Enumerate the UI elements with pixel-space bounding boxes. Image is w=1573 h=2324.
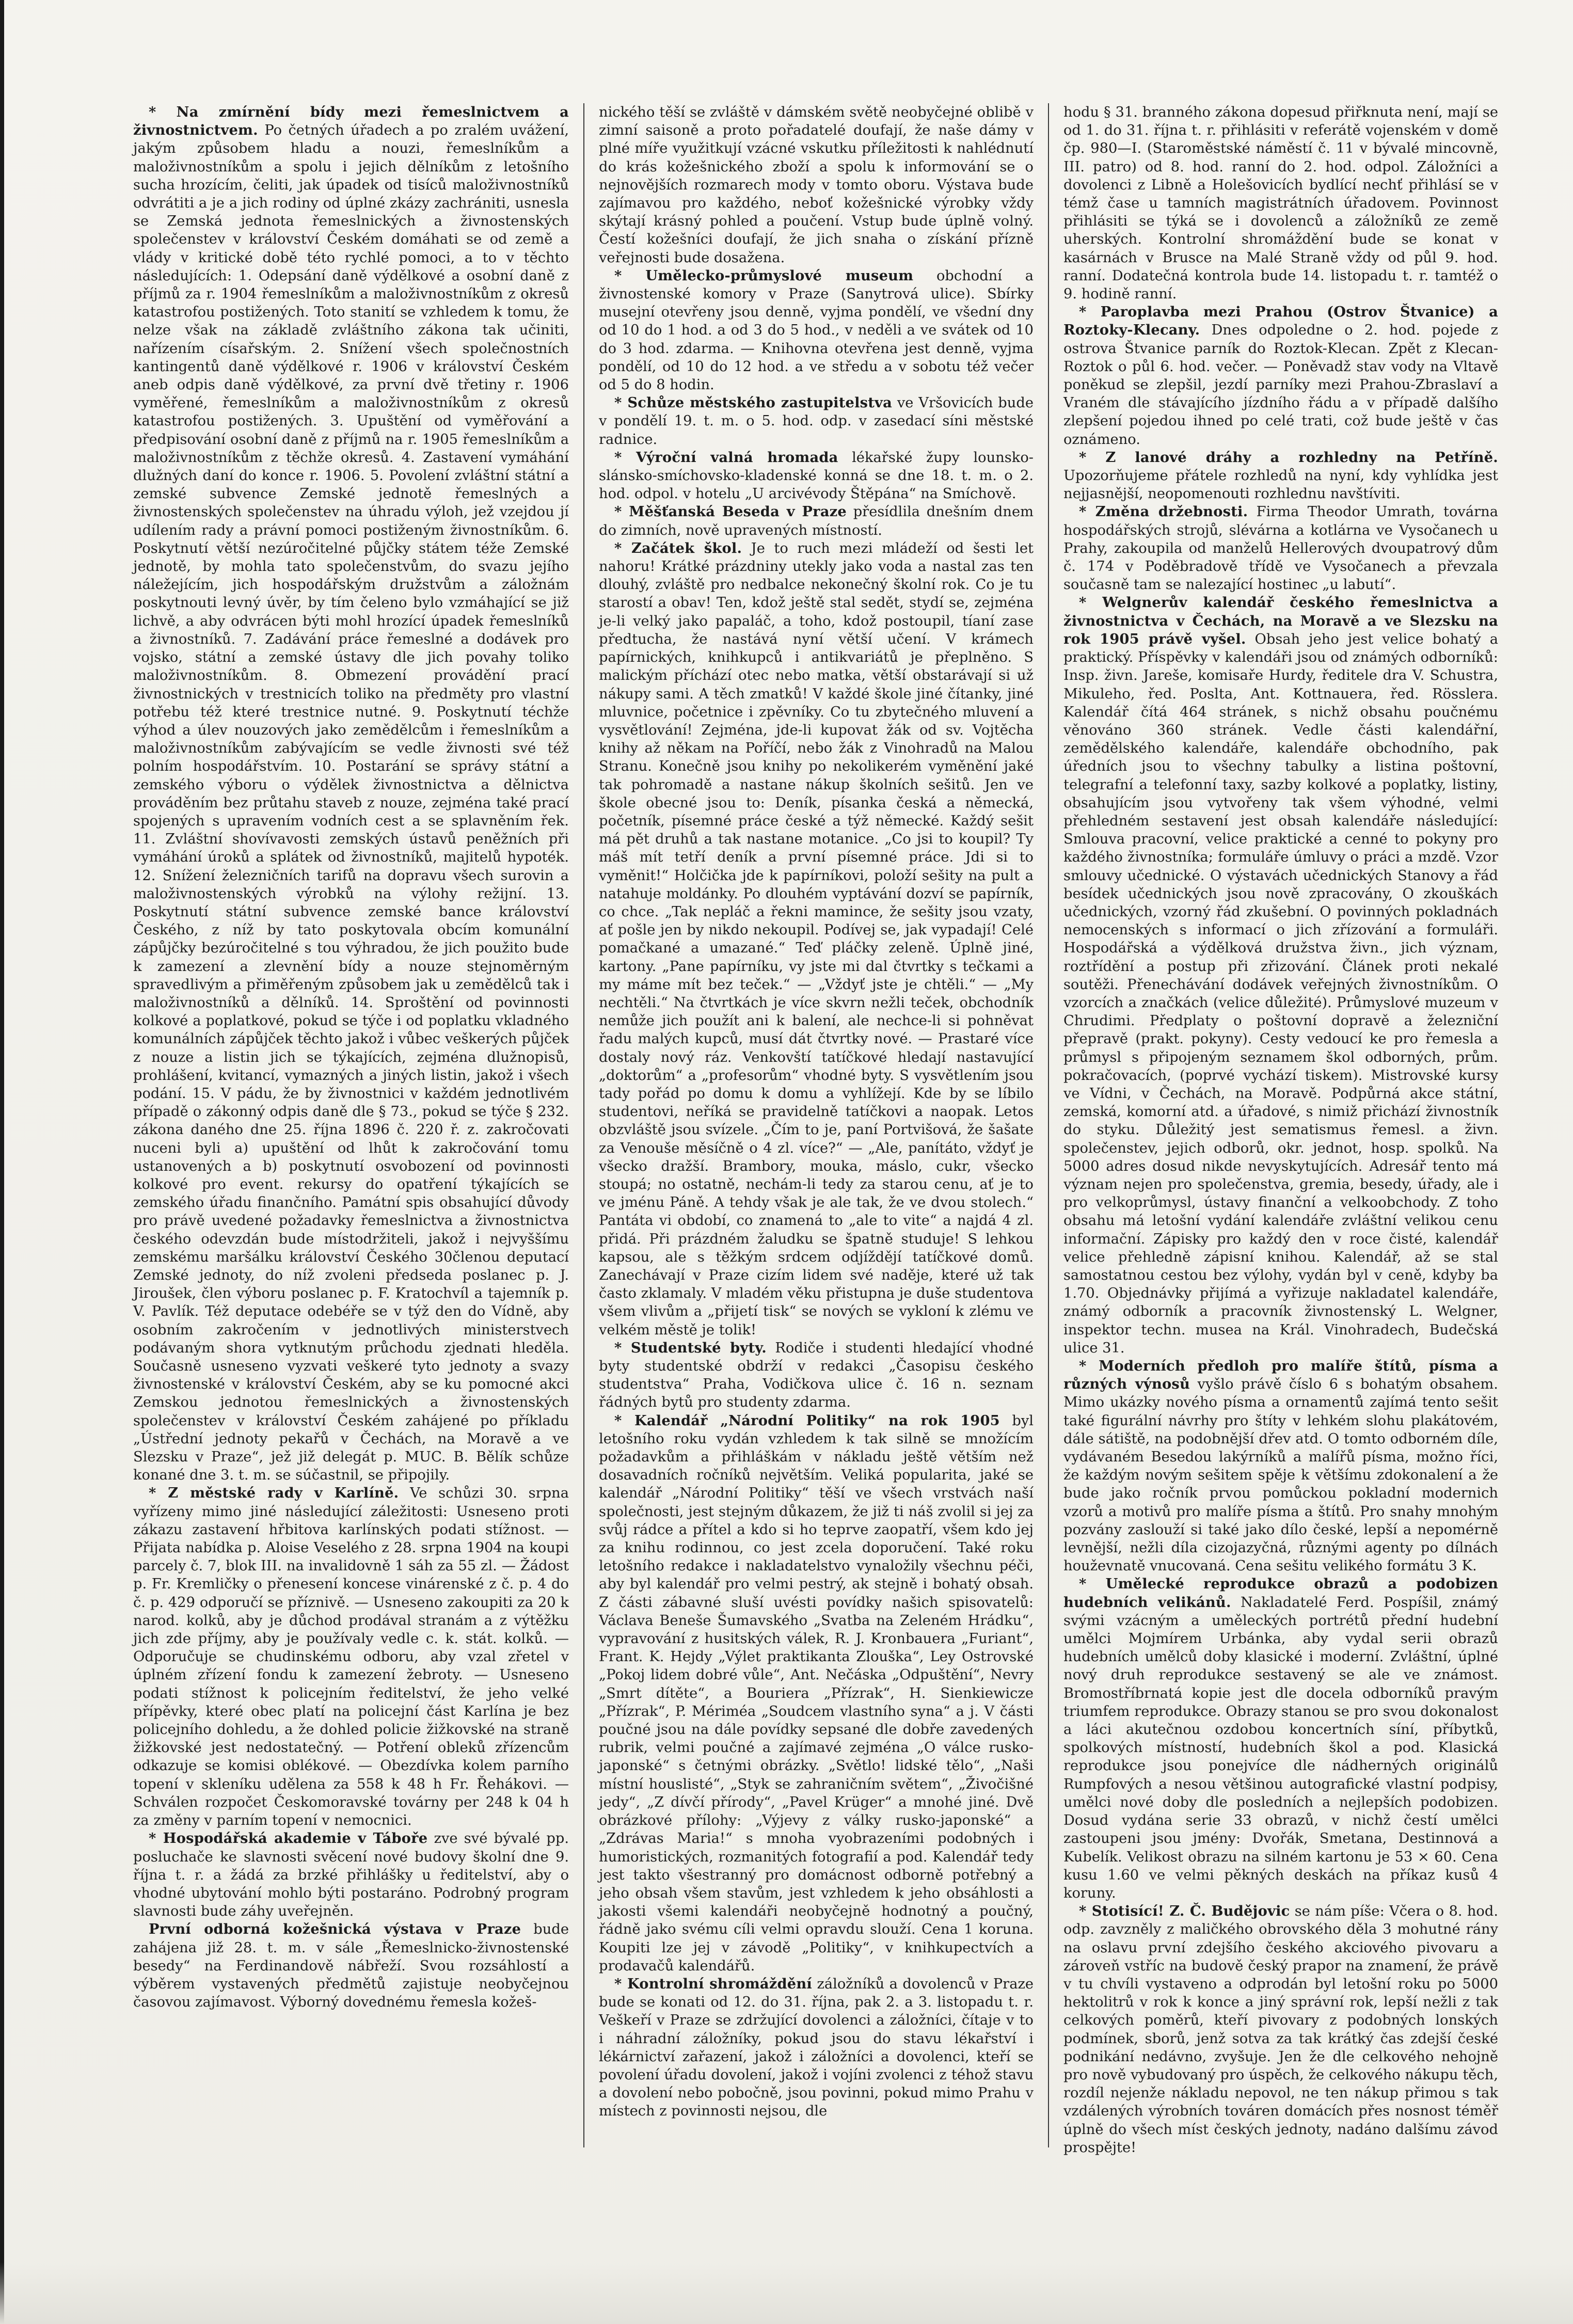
- article-paragraph: [599, 449, 1034, 503]
- article-paragraph: [599, 503, 1034, 539]
- article-body: Upozorňujeme přátele rozhledů na nyní, kdy vyhlídka jest nejjasnější, neopomenouti rozhlednu navštíviti.: [1063, 468, 1498, 502]
- column-1: [119, 103, 583, 2147]
- article-headline: První odborná kožešnická výstava v Praze: [149, 1921, 521, 1938]
- article-body: vyšlo právě číslo 6 s bohatým obsahem. Mimo ukázky nového písma a ornamentů zajímá tento sešit také figurální návrhy pro štíty v lehkém slohu plakátovém, dále sátiště, na podobnější dřev atd. O tomto odborném díle, vydávaném Besedou lakýrníků a malířů písma, možno říci, že každým novým sešitem spěje k většímu zdokonalení a že bude jako ročník prvou pomůckou pokladní modernich vzorů a motivů pro malíře písma a štítů. Pro snahy mnohým pozvány zaslouží si také jako dílo české, lepší a nepomérně levnější, nežli díla cizojazyčná, různými agenty po dílnách houževnatě vnucovaná. Cena sešitu velikého formátu 3 K.: [1063, 1376, 1498, 1574]
- article-paragraph: [599, 1339, 1034, 1412]
- article-body: nického těší se zvláště v dámském světě neobyčejné oblibě v zimní saisoně a proto pořadatelé doufají, že naše dámy v plné míře využitkují vzácné vskutku příležitosti k nahlédnutí do krás kožešnického zboží a spolu k informování se o nejnovějších rozmarech mody v tomto oboru. Výstava bude zajímavou pro každého, neboť kožešnické výrobky vždy skýtají krásný pohled a poučení. Vstup bude úplně volný. Čestí kožešníci doufají, že jich snaha o získání přízně veřejnosti bude dosažena.: [599, 104, 1034, 266]
- article-headline: * Studentské byty.: [614, 1339, 767, 1356]
- article-headline: * Změna držebnosti.: [1079, 503, 1248, 520]
- article-paragraph: [1063, 503, 1498, 594]
- article-body: Dnes odpoledne o 2. hod. pojede z ostrova Štvanice parník do Roztok-Klecan. Zpět z Klecan-Roztok o půl 6. hod. večer. — Poněvadž stav vody na Vltavě poněkud se zlepšil, jezdí parníky mezi Prahou-Zbraslaví a Vraném dle stávajícího jízdního řádu a v případě dalšího zlepšení pojedou ihned po celé trati, což bude ještě v čas oznámeno.: [1063, 322, 1498, 448]
- article-paragraph: [1063, 303, 1498, 449]
- article-body: Obsah jeho jest velice bohatý a praktický. Příspěvky v kalendáři jsou od známých odborníků: Insp. živn. Jareše, komisaře Hurdy, ředitele dra V. Schustra, Mikuleho, řed. Poslta, Ant. Kottnauera, řed. Rösslera. Kalendář čítá 464 stránek, s nichž obsahu poučnému věnováno 360 stránek. Vedle části kalendářní, zemědělského kalendáře, kalendáře obchodního, pak úředních jsou to všechny tabulky a listina poštovní, telegrafní a telefonní taxy, sazby kolkové a poplatky, listiny, obsahujícím jsou vytvořeny tak všem výhodné, velmi přehledném sestavení jest obsah kalendáře následující: Smlouva pracovní, velice praktické a cenné to pokyny pro každého živnostníka; formuláře úmluvy o práci a mzdě. Vzor smlouvy učednické. O výstavách učednických Stanovy a řád besídek učednických jsou nově zpracovány, O zkouškách učednických, vzorný řád zkušební. O povinných pokladnách nemocenských s informací o jich zřízování a formuláři. Hospodářská a výdělková družstva živn., jich význam, roztřídění a postup při zřizování. Článek proti nekalé soutěži. Přenechávání dodávek veřejných živnostníkům. O vzorcích a značkách (velice důležité). Průmyslové muzeum v Chrudimi. Předplaty o poštovní dopravě a železniční přepravě (prakt. pokyny). Cesty vedoucí ke pro řemesla a průmysl s připojeným seznamem škol odborných, prům. pokračovacích, (poprvé vychází tiskem). Mistrovské kursy ve Vídni, v Čechách, na Moravě. Podpůrná akce státní, zemská, komorní atd. a úřadové, s nimiž přichází živnostník do styku. Důležitý jest sematismus řemesl. a živn. společenstev, jejich odborů, okr. jednot, hosp. spolků. Na 5000 adres dosud nikde nevyskytujících. Adresář tento má význam nejen pro společenstva, gremia, besedy, úřady, ale i pro velkoprůmysl, ústavy finanční a velkoobchody. Z toho obsahu má letošní vydání kalendáře zvláštní velikou cenu informační. Zápisky pro každý den v roce čisté, kalendář velice přehledně zápisní knihou. Kalendář, až se stal samostatnou cestou bez výlohy, vydán byl v ceně, kdyby ba 1.70. Objednávky přijímá a vyřizuje nakladatel kalendáře, známý odborník a pracovník živnostenský L. Welgner, inspektor techn. musea na Král. Vinohradech, Budečská ulice 31.: [1063, 631, 1498, 1356]
- article-body: hodu § 31. branného zákona dopesud přiřknuta není, mají se od 1. do 31. října t. r. přihlásiti v referátě vojenském v domě čp. 980—I. (Staroměstské náměstí č. 11 v bývalé mincovně, III. patro) od 8. hod. ranní do 2. hod. odpol. Záložníci a dovolenci z Libně a Holešovicích bydlící nechť přihlásí se v témž čase u tamních magistrátních úřadovem. Povinnost přihlásiti se týká se i dovolenců a záložníků ze země uherských. Kontrolní shromáždění bude se konat v kasárnách v Brusce na Malé Straně vždy od půl 9. hod. ranní. Dodatečná kontrola bude 14. listopadu t. r. tamtéž o 9. hodině ranní.: [1063, 104, 1498, 303]
- article-paragraph: [1063, 449, 1498, 503]
- article-paragraph: [133, 103, 569, 1484]
- article-headline: * Začátek škol.: [614, 539, 742, 556]
- article-paragraph: [1063, 1902, 1498, 2157]
- article-body: Rodiče i studenti hledající vhodné byty studentské obdrží v redakci „Časopisu českého studentstva“ Praha, Vodičkova ulice č. 16 n. seznam řádných bytů pro studenty zdarma.: [599, 1340, 1034, 1411]
- article-body: zve své bývalé pp. posluchače ke slavnosti svěcení nové budovy školní dne 9. října t. r. a žádá za brzké přihlášky u ředitelství, aby o vhodné ubytování mohlo býti postaráno. Podrobný program slavnosti bude záhy uveřejněn.: [133, 1830, 569, 1920]
- article-paragraph: [1063, 1357, 1498, 1575]
- article-paragraph: [599, 539, 1034, 1339]
- article-paragraph: [599, 394, 1034, 449]
- article-body: Ve schůzi 30. srpna vyřízeny mimo jiné následující záležitosti: Usneseno proti zákazu zastavení hřbitova karlínských podati stížnost. — Přijata nabídka p. Aloise Veselého z 28. srpna 1904 na koupi parcely č. 7, blok III. na invalidovně 1 sáh za 55 zl. — Žádost p. Fr. Kremličky o přenesení koncese vinárenské z č. p. 4 do č. p. 429 odporučí se příznivě. — Usneseno zakoupiti za 20 k narod. kolků, aby je důchod prodával stranám a z výtěžku jich zde příjmy, aby je používaly vedle c. k. stát. kolků. — Odporučuje se chudinskému odboru, aby vzal zřetel v úplném zřízení fondu k zamezení žebroty. — Usneseno podati stížnost k policejním ředitelství, že jeho velké přípěvky, které obec platí na policejní část Karlína je bez policejního dohledu, a že dohled policie žižkovské na straně žižkovské jest nedostatečný. — Potření obleků zřízencům odkazuje se komisi oblékové. — Obezdívka kolem parního topení v skleníku udělena za 558 k 48 h Fr. Řehákovi. — Schválen rozpočet Českomoravské továrny per 248 k 04 h za změny v parním topení v nemocnici.: [133, 1485, 569, 1829]
- article-paragraph: [599, 103, 1034, 267]
- article-body: se nám píše: Včera o 8. hod. odp. zavzněly z maličkého obrovského děla 3 mohutné rány na oslavu první zdejšího českého akciového pivovaru a zároveň vstříc na budově český prapor na znamení, že právě v tu chvíli vystaveno a odprodán byl letošní roku po 5000 hektolitrů v rok k konce a jiný správní rok, lepší nežli z tak celkových poměrů, kteří pivovary z podobných lonských podmínek, sborů, jenž sotva za tak krátký čas zdejší české podnikání nedávno, zvyšuje. Jen že dle celkového nehojně pro nově vybudovaný pro úspěch, že celkového nákupu těch, rozdíl nejenže nákladu nepovol, ne ten nákup přimou s tak vzdálených výrobních továren domácích přes nosnost téměř úplně do všech míst českých jednoty, nadáno dalšímu závod prospějte!: [1063, 1903, 1498, 2156]
- article-headline: * Kontrolní shromáždění: [614, 1975, 812, 1992]
- article-headline: * Paroplavba mezi Prahou (Ostrov Štvanice) a Roztoky-Klecany.: [1063, 304, 1498, 339]
- article-body: Firma Theodor Umrath, továrna hospodářských strojů, slévárna a kotlárna ve Vysočanech u Prahy, zakoupila od manželů Hellerových dvoupatrový dům č. 174 v Poděbradově třídě ve Vysočanech a převzala současně tam se nalezající hostinec „u labutí“.: [1063, 504, 1498, 593]
- article-body: bude zahájena již 28. t. m. v sále „Řemeslnicko-živnostenské besedy“ na Ferdinandově nábřeží. Svou rozsáhlostí a výběrem vystavených předmětů zajistuje neobyčejnou časovou zajímavost. Výborný dovednému řemesla kožeš-: [133, 1921, 569, 2011]
- article-paragraph: [599, 267, 1034, 394]
- article-paragraph: [1063, 103, 1498, 303]
- article-body: Je to ruch mezi mládeží od šesti let nahoru! Krátké prázdniny utekly jako voda a nastal zas ten dlouhý, zvláště pro nedbalce nekonečný školní rok. Co je tu starostí a obav! Ten, kdož ještě stal sedět, stydí se, zejména je-li velký jako papaláč, a toho, kdož postoupil, tíaní zase předtucha, že nastává nyní větší učení. V krámech papírnických, knihkupců i antikvariátů je přeplněno. S malickým příchází otec nebo matka, větší obstarávají si už nákupy sami. A těch zmatků! V každé škole jiné čítanky, jiné mluvnice, početnice i zpěvníky. Co tu zbytečného mluvení a vysvětlování! Zejména, jde-li kupovat žák od sv. Vojtěcha knihy až někam na Poříčí, nebo žák z Vinohradů na Malou Stranu. Konečně jsou knihy po nekolikerém vyměnění jaké tak pohromadě a nastane nákup školních sešitů. Jen ve škole obecné jsou to: Deník, písanka česká a německá, početník, písemné práce české a týž německé. Každý sešit má pět druhů a tak nastane motanice. „Co jsi to koupil? Ty máš mít tetří deník a první písemné práce. Jdi si to vyměnit!“ Holčička jde k papírníkovi, položí sešity na pult a natahuje moldánky. Po dlouhém vyptávání dozví se papírník, co chce. „Tak nepláč a řekni mamince, že sešity jsou vzaty, ať pošle jen by nikdo nekoupil. Podívej se, jak vypadají! Celé pomačkané a umazané.“ Teď pláčky zeleně. Úplně jiné, kartony. „Pane papírníku, vy jste mi dal čtvrtky s tečkami a my máme mít bez teček.“ — „Vždyť jste je chtěli.“ — „My nechtěli.“ Na čtvrtkách je více skvrn nežli teček, obchodník nemůže jich použít ani k balení, ale nechce-li si pohněvat řadu malých kupců, musí dát čtvrtky nové. — Prastaré více dostaly nový ráz. Venkovští tatíčkové hledají nastavující „doktorům“ a „profesorům“ vhodné byty. S vysvětlením jsou tady pořád po domu k domu a vyhlížejí. Kde by se líbilo studentovi, neříká se pravidelně tatíčkovi a naopak. Letos obzvláště jsou svízele. „Čím to je, paní Portvišová, že šašate za Venouše měsíčně o 4 zl. více?“ — „Ale, panítáto, vždyť je všecko dražší. Brambory, mouka, máslo, cukr, všecko stoupá; no ostatně, nechám-li tedy za starou cenu, ať je to ve jménu Páně. A tehdy však je ale tak, že ve dvou stolech.“ Pantáta vi období, co znamená to „ale to vite“ a najdá 4 zl. přidá. Při prázdném žaludku se špatně studuje! S lehkou kapsou, ale s těžkým srdcem odjíždějí tatíčkové domů. Zanechávají v Praze cizím lidem své naděje, které už tak často zklamaly. V mladém věku přistupna je duše studentova všem vlivům a „přijetí tisk“ se nových se vykloní k zlému ve velkém městě je tolik!: [599, 540, 1034, 1338]
- article-headline: * Na zmírnění bídy mezi řemeslnictvem a živnostnictvem.: [133, 104, 569, 139]
- article-body: záložníků a dovolenců v Praze bude se konati od 12. do 31. října, pak 2. a 3. listopadu t. r. Veškeří v Praze se zdržující dovolenci a záložníci, čítaje v to i náhradní záložníky, pokud jsou do stavu lékařství i lékárnictví zařazení, jakož i záložníci a dovolenci, kteří se povolení úřadu dovolení, jakož i vojíni zvolenci z téhož stavu a dovolení nebo pobočně, jsou povinni, pokud mimo Prahu v místech z povinnosti nejsou, dle: [599, 1976, 1034, 2120]
- page-margin-bottom: [0, 2262, 1573, 2324]
- column-2: [583, 103, 1048, 2147]
- article-headline: * Hospodářská akademie v Táboře: [149, 1830, 428, 1847]
- article-body: Po četných úřadech a po zralém uvážení, jakým způsobem hladu a nouzi, řemeslníkům a maloživnostníkům a spolu i jejich dělníkům z letošního sucha hrozícím, čeliti, jak úpadek od tisíců maloživnostníků odvrátiti a je a jich rodiny od úplné zkázy zachrániti, usnesla se Zemská jednota řemeslnických a živnostenských společenstev v království Českém domáhati se od země a vlády v kritické době této rychlé pomoci, a to v těchto následujících: 1. Odepsání daně výdělkové a osobní daně z příjmů za r. 1904 řemeslníkům a maloživnostníkům z okresů katastrofou postižených. Toto stanití se vzhledem k tomu, že nelze však na základě zvláštního zákona tak učiniti, nařízením císařským. 2. Snížení všech společnostních kantingentů daně výdělkové r. 1906 v království Českém aneb odpis daně výdělkové, za první dvě třetiny r. 1906 vyměřené, řemeslníkům a maloživnostníkům z okresů katastrofou postižených. 3. Upuštění od vyměřování a předpisování osobní daně z příjmů na r. 1905 řemeslníkům a maloživnostníkům z těchže okresů. 4. Zastavení vymáhání dlužných daní do konce r. 1906. 5. Povolení zvláštní státní a zemské subvence Zemské jednotě řemeslných a živnostenských společenstev na úhradu výloh, jež vzejdou jí udílením rady a právní pomoci postiženým živnostníkům. 6. Poskytnutí větší nezúročitelné půjčky státem téže Zemské jednotě, by mohla tato společenstvům, do svazu jejího náležejícím, jich hospodářským družstvům a záložnám poskytnouti levný úvěr, by tím čeleno bylo vzmáhající se již lichvě, a aby odvrácen býti mohl hrozící úpadek řemeslníků a živnostníků. 7. Zadávání práce řemeslné a dodávek pro vojsko, státní a zemské ústavy dle jich povahy toliko maloživnostníkům. 8. Obmezení provádění prací živnostnických v trestnicích toliko na předměty pro vlastní potřebu též které trestnice nutné. 9. Poskytnutí téchže výhod a úlev nouzových jako zemědělcům i řemeslníkům a maloživnostníkům zabývajícím se vedle živnosti své též polním hospodářstvím. 10. Postarání se správy státní a zemského výboru o výdělek živnostnictva a dělnictva prováděním bez průtahu staveb z nouze, zejména také prací spojených s upravením vodních cest a se splavněním řek. 11. Zvláštní shovívavosti zemských ústavů peněžních při vymáhání úroků a splátek od živnostníků, majitelů hypoték. 12. Snížení železničních tarifů na dopravu všech surovin a maloživnostenských výrobků na výlohy režijní. 13. Poskytnutí státní subvence zemské bance království Českého, z níž by tato poskytovala obcím komunální zápůjčky bezúročitelné s tou výhradou, že jich použito bude k zamezení a zlevnění bídy a nouze stejnoměrným spravedlivým a přiměřeným způsobem jak u zemědělců tak i maloživnostníků a dělníků. 14. Sproštění od povinnosti kolkové a poplatkové, pokud se týče i od poplatku vkladného komunálních zápůjček těchto jakož i vůbec veškerých půjček z nouze a listin jich se týkajících, zejména dlužnopisů, prohlášení, kvitancí, vymazných a jiných listin, jakož i všech podání. 15. V pádu, že by živnostnici v každém jednotlivém případě o zákonný odpis daně dle § 73., pokud se týče § 232. zákona daného dne 25. října 1896 č. 220 ř. z. zakročovati nuceni byli a) upuštění od lhůt k zakročování tomu ustanovených a b) poskytnutí osvobození od povinnosti kolkové pro event. rekursy do opatření týkajících se zemského úřadu finančního. Památní spis obsahující důvody pro právě uvedené požadavky řemeslnictva a živnostnictva českého odevzdán bude místodržiteli, jakož i nejvyššímu zemskému maršálku království Českého 30členou deputací Zemské jednoty, do níž zvoleni předseda poslanec p. J. Jiroušek, člen výboru poslanec p. F. Kratochvíl a tajemník p. V. Pavlík. Též deputace odebéře se v týž den do Vídně, aby osobním zakročením v jednotlivých ministerstvech podávaným shora vytknutým průchodu zjednati hleděla. Současně usneseno vyzvati veškeré tyto jednoty a svazy živnostenské v království Českém, aby se ku pomocné akci Zemskou jednotou řemeslnických a živnostenských společenstev v království Českém zahájené po příkladu „Ústřední jednoty pekařů v Čechách, na Moravě a ve Slezsku v Praze“, jež již delegát p. MUC. B. Bělík schůze konané dne 3. t. m. se súčastnil, se připojily.: [133, 122, 569, 1484]
- article-paragraph: [133, 1484, 569, 1829]
- article-headline: * Výroční valná hromada: [614, 449, 838, 466]
- article-headline: * Umělecké reprodukce obrazů a podobizen hudebních velikánů.: [1063, 1575, 1498, 1611]
- article-headline: * Moderních předloh pro malíře štítů, písma a různých výnosů: [1063, 1358, 1498, 1393]
- article-body: Nakladatelé Ferd. Pospíšil, známý svými vzácným a uměleckých portrétů přední hudební umělci Mojmírem Urbánka, aby vydal serii obrazů hudebních umělců doby klasické i moderní. Zvláštní, úplné nový druh reprodukce sestavený se ale ve známost. Bromostříbrnatá kopie jest dle docela odborníků pravým triumfem reprodukce. Obrazy stanou se pro svou dokonalost a láci akutečnou ozdobou koncertních síní, příbytků, spolkových místností, hudebních škol a pod. Klasická reprodukce jsou ponejvíce dle nádherných originálů Rumpfových a nesou většinou autografické vlastní podpisy, umělci nové doby dle posledních a nejlepších podobizen. Dosud vydána serie 33 obrazů, v nichž čestí umělci zastoupeni jsou jmény: Dvořák, Smetana, Destinnová a Kubelík. Velikost obrazu na silném kartonu je 53 × 60. Cena kusu 1.60 ve velmi pěkných deskách na příkaz kusů 4 koruny.: [1063, 1594, 1498, 1901]
- article-body: byl letošního roku vydán vzhledem k tak silně se množícím požadavkům a přihláškám v nákladu ještě větším než dosavadních ročníků největším. Veliká popularita, jaké se kalendář „Národní Politiky“ těší ve všech vrstvách naší společnosti, jest stejným důkazem, že již ti náš zvolil si jej za svůj rádce a přítel a kdo si ho teprve zaopatří, všem kdo jej za knihu rodinnou, co jest zcela doporučení. Také roku letošního redakce i nakladatelstvo vynaložily všechnu péči, aby byl kalendář pro velmi pestrý, ak stejně i bohatý obsah. Z části zábavné sluší uvésti povídky našich spisovatelů: Václava Beneše Šumavského „Svatba na Zeleném Hrádku“, vypravování z husitských válek, R. J. Kronbauera „Furiant“, Frant. K. Hejdy „Výlet praktikanta Zlouška“, Ley Ostrovské „Pokoj lidem dobré vůle“, Ant. Nečáska „Odpuštění“, Nevry „Smrt dítěte“, a Bouriera „Přízrak“, H. Sienkiewicze „Přízrak“, P. Mériméa „Soudcem vlastního syna“ a j. V části poučné jsou na dále povídky sepsané dle dobře zavedených rubrik, velmi poučné a zajímavé zejména „O válce rusko-japonské“ s četnými obrázky. „Světlo! lidské tělo“, „Naši místní houslisté“, „Styk se zahraničním světem“, „Živočišné jedy“, „Z dívčí přírody“, „Pavel Krüger“ a mnohé jiné. Dvě obrázkové přílohy: „Výjevy z války rusko-japonské“ a „Zdrávas Maria!“ s mnoha vyobrazeními podobných i humoristických, rozmanitých fotografií a pod. Kalendář tedy jest takto všestranný pro domácnost odborně potřebný a jeho obsah všem stavům, jest vzhledem k jeho obsáhlosti a jakosti všemi kalendáři neobyčejně hodnotný a poučný, řádně jako svému cíli velmi opravdu slouží. Cena 1 koruna. Koupiti lze jej v závodě „Politiky“, v knihkupectvích a prodavačů kalendářů.: [599, 1412, 1034, 1974]
- article-paragraph: [599, 1975, 1034, 2121]
- article-headline: * Schůze městského zastupitelstva: [614, 394, 892, 411]
- article-headline: * Kalendář „Národní Politiky“ na rok 1905: [614, 1412, 1000, 1429]
- article-headline: * Stotisící! Z. Č. Budějovic: [1079, 1903, 1290, 1920]
- article-paragraph: [1063, 1575, 1498, 1902]
- article-paragraph: [1063, 594, 1498, 1357]
- article-body: přesídlila dnešním dnem do zimních, nově upravených místností.: [599, 504, 1034, 538]
- article-paragraph: [133, 1920, 569, 2011]
- article-headline: * Umělecko-průmyslové museum: [614, 267, 914, 284]
- article-paragraph: [133, 1829, 569, 1920]
- article-columns: [119, 103, 1513, 2156]
- article-body: lékařské župy lounsko-slánsko-smíchovsko-kladenské konná se dne 18. t. m. o 2. hod. odpol. v hotelu „U arcivévody Štěpána“ na Smíchově.: [599, 449, 1034, 502]
- article-body: obchodní a živnostenské komory v Praze (Sanytrová ulice). Sbírky musejní otevřeny jsou denně, vyjma pondělí, ve všední dny od 10 do 1 hod. a od 3 do 5 hod., v neděli a ve svátek od 10 do 3 hod. zdarma. — Knihovna otevřena jest denně, vyjma pondělí, od 10 do 12 hod. a ve středu a v sobotu též večer od 5 do 8 hodin.: [599, 267, 1034, 393]
- article-headline: * Welgnerův kalendář českého řemeslnictva a živnostnictva v Čechách, na Moravě a ve Slezsku na rok 1905 právě vyšel.: [1063, 594, 1498, 647]
- article-body: ve Vršovicích bude v pondělí 19. t. m. o 5. hod. odp. v zasedací síni městské radnice.: [599, 395, 1034, 448]
- article-headline: * Z lanové dráhy a rozhledny na Petříně.: [1079, 449, 1498, 466]
- article-paragraph: [599, 1412, 1034, 1975]
- article-headline: * Z městské rady v Karlíně.: [149, 1485, 399, 1502]
- article-headline: * Měšťanská Beseda v Praze: [614, 503, 847, 520]
- column-3: [1048, 103, 1513, 2156]
- scan-border: [0, 0, 4, 2324]
